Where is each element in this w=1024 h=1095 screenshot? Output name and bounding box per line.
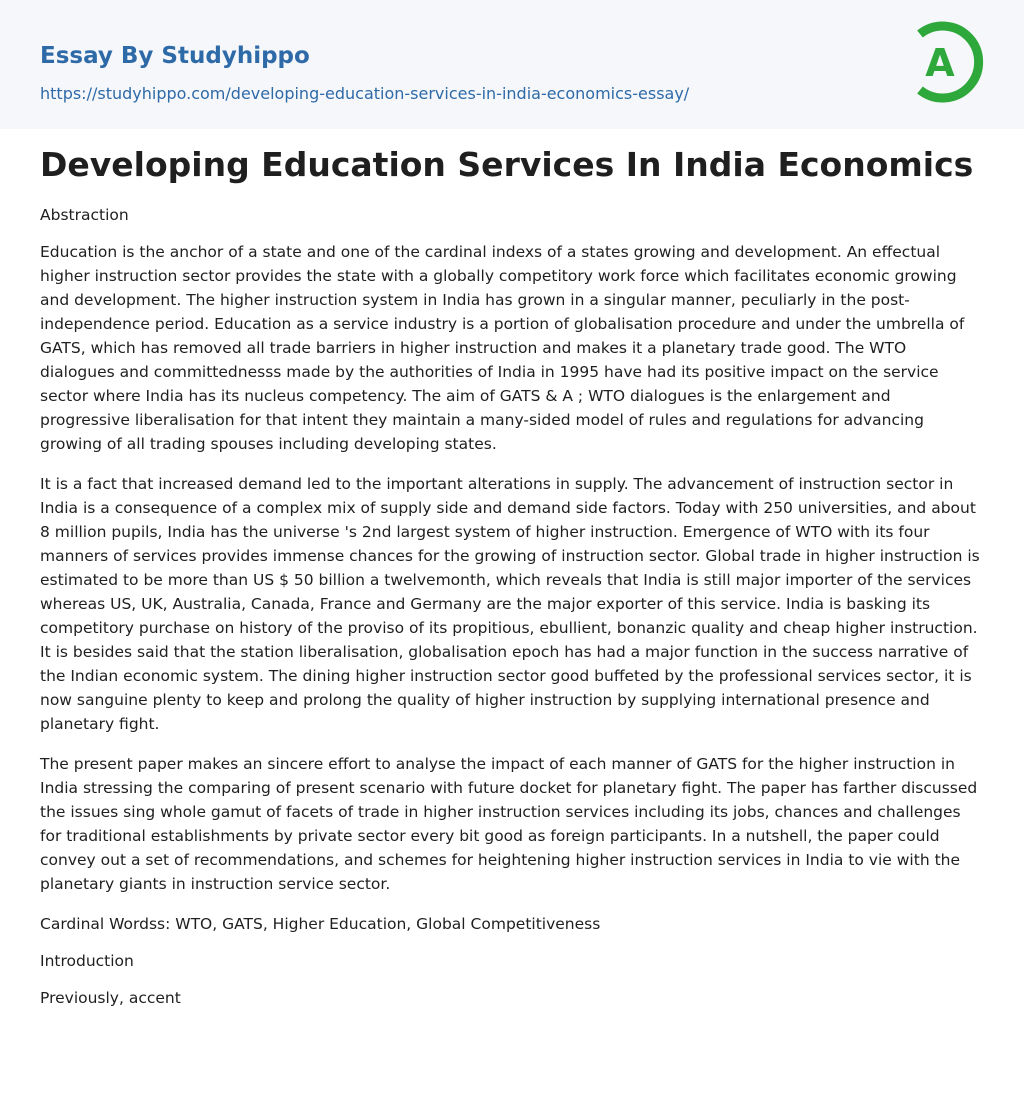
paragraph-3: The present paper makes an sincere effort to analyse the impact of each manner of GATS for the higher instruction in India stressing the comparing of present scenario with future docket for planetary fight. The paper has farther discussed the issues sing whole gamut of facets of trade in higher instruction services including its jobs, chances and challenges for traditional establishments by private sector every bit good as foreign participants. In a nutshell, the paper could convey out a set of recommendations, and schemes for heightening higher instruction services in India to vie with the planetary giants in instruction service sector. bbox=[40, 755, 978, 893]
intro-text: Previously, accent bbox=[40, 989, 181, 1007]
keywords-line: Cardinal Wordss: WTO, GATS, Higher Education, Global Competitiveness bbox=[40, 915, 601, 933]
studyhippo-a-logo-icon[interactable] bbox=[910, 18, 988, 106]
section-heading-introduction: Introduction bbox=[40, 952, 134, 970]
logo-letter: A bbox=[925, 41, 955, 85]
article-body bbox=[40, 145, 984, 1010]
paragraph-1: Education is the anchor of a state and one of the cardinal indexs of a states growing and development. An effectual higher instruction sector provides the state with a globally competitory work force which facilitates economic growing and development. The higher instruction system in India has grown in a singular manner, peculiarly in the post-independence period. Education as a service industry is a portion of globalisation procedure and under the umbrella of GATS, which has removed all trade barriers in higher instruction and makes it a planetary trade good. The WTO dialogues and committednesss made by the authorities of India in 1995 have had its positive impact on the service sector where India has its nucleus competency. The aim of GATS & A ; WTO dialogues is the enlargement and progressive liberalisation for that intent they maintain a many-sided model of rules and regulations for advancing growing of all trading spouses including developing states. bbox=[40, 243, 965, 453]
brand-title[interactable]: Essay By Studyhippo bbox=[40, 43, 310, 69]
paragraph-2: It is a fact that increased demand led to the important alterations in supply. The advancement of instruction sector in India is a consequence of a complex mix of supply side and demand side factors. Today with 250 universities, and about 8 million pupils, India has the universe 's 2nd largest system of higher instruction. Emergence of WTO with its four manners of services provides immense chances for the growing of instruction sector. Global trade in higher instruction is estimated to be more than US $ 50 billion a twelvemonth, which reveals that India is still major importer of the services whereas US, UK, Australia, Canada, France and Germany are the major exporter of this service. India is basking its competitory purchase on history of the proviso of its propitious, ebullient, bonanzic quality and cheap higher instruction. It is besides said that the station liberalisation, globalisation epoch has had a major function in the success narrative of the Indian economic system. The dining higher instruction sector good buffeted by the professional services sector, it is now sanguine plenty to keep and prolong the quality of higher instruction by supplying international presence and planetary fight. bbox=[40, 475, 980, 733]
site-header bbox=[0, 0, 1024, 129]
page-title: Developing Education Services In India Economics bbox=[40, 145, 974, 184]
section-heading-abstraction: Abstraction bbox=[40, 206, 129, 224]
essay-url-link[interactable]: https://studyhippo.com/developing-education-services-in-india-economics-essay/ bbox=[40, 84, 690, 103]
